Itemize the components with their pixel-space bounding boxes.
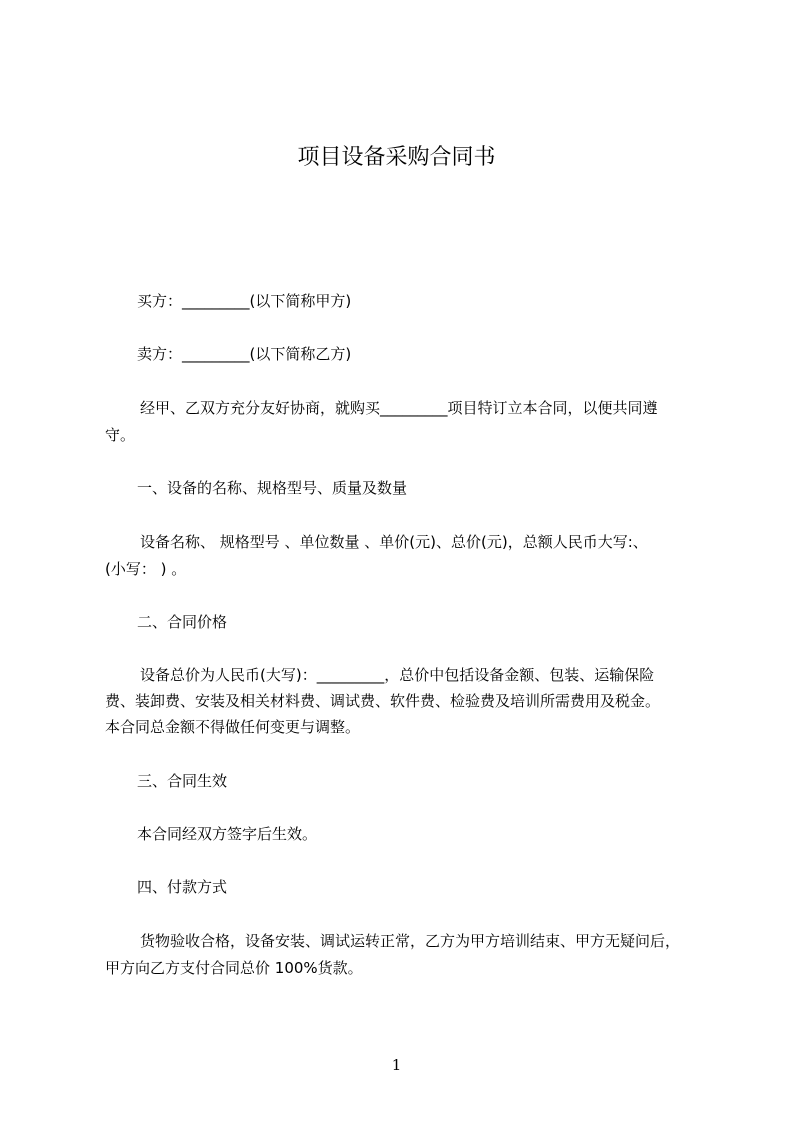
section-4-line-2: 甲方向乙方支付合同总价 100%货款。 xyxy=(105,959,363,977)
section-4-line-1: 货物验收合格，设备安装、调试运转正常，乙方为甲方培训结束、甲方无疑问后， xyxy=(140,932,681,950)
intro-line-2: 守。 xyxy=(105,426,136,444)
section-1-heading: 一、设备的名称、规格型号、质量及数量 xyxy=(137,479,408,497)
section-1-line-2: (小写： ) 。 xyxy=(105,560,187,578)
page-number: 1 xyxy=(391,1056,402,1074)
section-3-line-1: 本合同经双方签字后生效。 xyxy=(137,825,318,843)
section-2-line-3: 本合同总金额不得做任何变更与调整。 xyxy=(105,718,361,736)
section-2-heading: 二、合同价格 xyxy=(137,613,228,631)
buyer-line: 买方：_________(以下简称甲方) xyxy=(137,292,352,310)
section-4-heading: 四、付款方式 xyxy=(137,878,228,896)
document-title: 项目设备采购合同书 xyxy=(297,145,496,170)
section-2-line-2: 费、装卸费、安装及相关材料费、调试费、软件费、检验费及培训所需费用及税金。 xyxy=(105,692,661,710)
section-2-line-1: 设备总价为人民币(大写)：_________，总价中包括设备金额、包装、运输保险 xyxy=(140,666,655,684)
seller-line: 卖方：_________(以下简称乙方) xyxy=(137,345,352,363)
intro-line-1: 经甲、乙双方充分友好协商，就购买_________项目特订立本合同，以便共同遵 xyxy=(140,399,658,417)
section-3-heading: 三、合同生效 xyxy=(137,772,228,790)
section-1-line-1: 设备名称、 规格型号 、单位数量 、单价(元)、总价(元)，总额人民币大写:、 xyxy=(140,533,648,551)
